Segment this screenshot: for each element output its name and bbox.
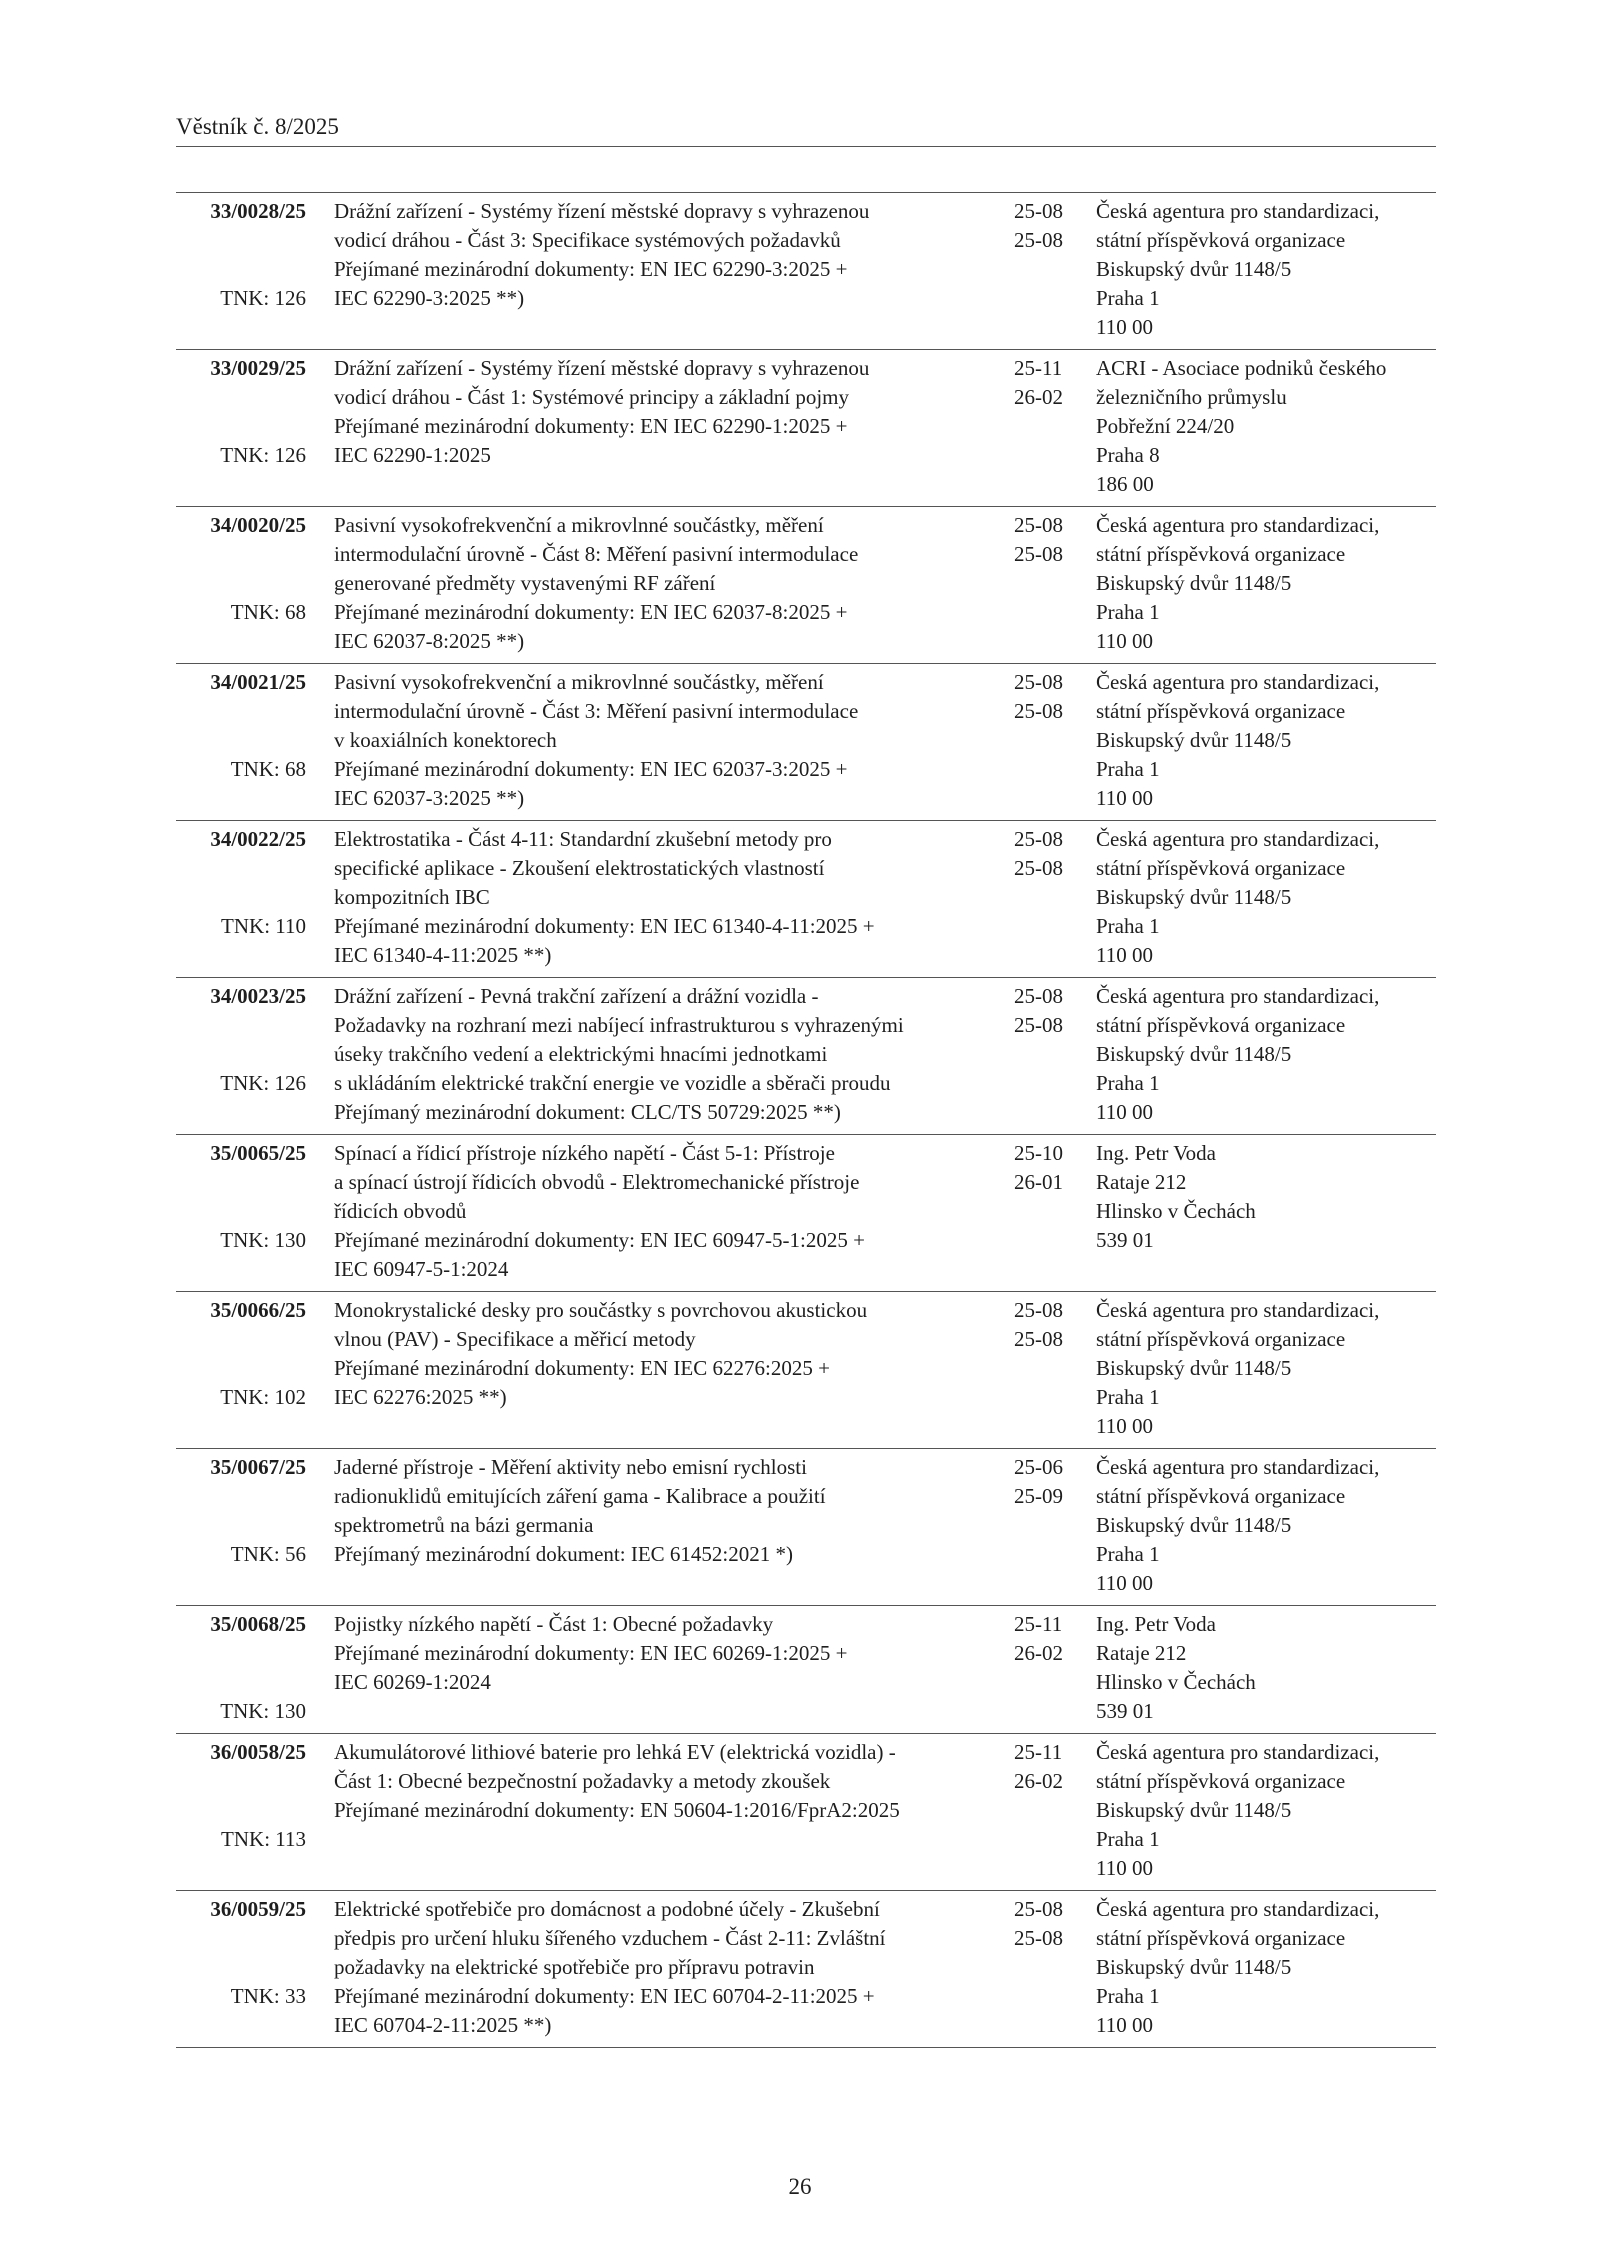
description-line: spektrometrů na bázi germania: [334, 1513, 594, 1537]
description-line: řídicích obvodů: [334, 1199, 467, 1223]
entry-organization: [1096, 668, 1436, 813]
organization-line: 110 00: [1096, 1856, 1153, 1880]
entry-tnk: TNK: 68: [230, 757, 306, 781]
entry-id: 36/0058/25: [210, 1740, 306, 1764]
organization-line: 110 00: [1096, 1571, 1153, 1595]
table-row: [176, 1292, 1436, 1449]
description-line: IEC 60947-5-1:2024: [334, 1257, 509, 1281]
organization-line: Praha 1: [1096, 914, 1160, 938]
entry-description: [334, 197, 1024, 313]
description-line: intermodulační úrovně - Část 3: Měření pasivní intermodulace: [334, 699, 859, 723]
entry-id: 36/0059/25: [210, 1897, 306, 1921]
entry-dates: [1014, 354, 1084, 412]
organization-line: státní příspěvková organizace: [1096, 1769, 1346, 1793]
organization-line: Ing. Petr Voda: [1096, 1141, 1216, 1165]
organization-line: státní příspěvková organizace: [1096, 228, 1346, 252]
organization-line: 110 00: [1096, 1100, 1153, 1124]
organization-line: 186 00: [1096, 472, 1154, 496]
organization-line: Hlinsko v Čechách: [1096, 1199, 1256, 1223]
date-value: 25-09: [1014, 1484, 1063, 1508]
description-line: Přejímané mezinárodní dokumenty: EN IEC 62037-8:2025 +: [334, 600, 848, 624]
entry-organization: [1096, 511, 1436, 656]
table-row: [176, 1891, 1436, 2048]
description-line: Elektrické spotřebiče pro domácnost a podobné účely - Zkušební: [334, 1897, 880, 1921]
entry-description: [334, 1895, 1024, 2040]
organization-line: Ing. Petr Voda: [1096, 1612, 1216, 1636]
standards-table: [176, 192, 1436, 2048]
organization-line: 110 00: [1096, 786, 1153, 810]
entry-dates: [1014, 825, 1084, 883]
table-row: [176, 1734, 1436, 1891]
organization-line: železničního průmyslu: [1096, 385, 1287, 409]
entry-tnk: TNK: 113: [221, 1827, 306, 1851]
organization-line: Praha 1: [1096, 1984, 1160, 2008]
organization-line: Praha 1: [1096, 286, 1160, 310]
description-line: Přejímané mezinárodní dokumenty: EN IEC 62290-1:2025 +: [334, 414, 848, 438]
entry-organization: [1096, 1610, 1436, 1726]
organization-line: Praha 1: [1096, 600, 1160, 624]
organization-line: Biskupský dvůr 1148/5: [1096, 1356, 1292, 1380]
entry-organization: [1096, 1139, 1436, 1255]
organization-line: Praha 1: [1096, 1827, 1160, 1851]
table-row: [176, 193, 1436, 350]
organization-line: Biskupský dvůr 1148/5: [1096, 1955, 1292, 1979]
organization-line: Česká agentura pro standardizaci,: [1096, 827, 1380, 851]
organization-line: státní příspěvková organizace: [1096, 1013, 1346, 1037]
description-line: Monokrystalické desky pro součástky s povrchovou akustickou: [334, 1298, 868, 1322]
entry-id: 35/0067/25: [210, 1455, 306, 1479]
entry-organization: [1096, 1738, 1436, 1883]
entry-tnk: TNK: 110: [221, 914, 306, 938]
entry-id: 33/0028/25: [210, 199, 306, 223]
description-line: generované předměty vystavenými RF záření: [334, 571, 716, 595]
entry-organization: [1096, 1296, 1436, 1441]
date-value: 25-08: [1014, 1327, 1063, 1351]
entry-dates: [1014, 1610, 1084, 1668]
description-line: předpis pro určení hluku šířeného vzduchem - Část 2-11: Zvláštní: [334, 1926, 886, 1950]
organization-line: Česká agentura pro standardizaci,: [1096, 513, 1380, 537]
description-line: intermodulační úrovně - Část 8: Měření pasivní intermodulace: [334, 542, 859, 566]
organization-line: 539 01: [1096, 1228, 1154, 1252]
date-value: 25-08: [1014, 670, 1063, 694]
table-row: [176, 1606, 1436, 1734]
table-row: [176, 821, 1436, 978]
organization-line: státní příspěvková organizace: [1096, 1926, 1346, 1950]
description-line: IEC 62037-8:2025 **): [334, 629, 525, 653]
entry-id: 34/0021/25: [210, 670, 306, 694]
entry-id: 34/0020/25: [210, 513, 306, 537]
description-line: s ukládáním elektrické trakční energie ve vozidle a sběrači proudu: [334, 1071, 891, 1095]
organization-line: Biskupský dvůr 1148/5: [1096, 1042, 1292, 1066]
description-line: kompozitních IBC: [334, 885, 490, 909]
entry-description: [334, 511, 1024, 656]
organization-line: Biskupský dvůr 1148/5: [1096, 1798, 1292, 1822]
entry-organization: [1096, 354, 1436, 499]
description-line: Spínací a řídicí přístroje nízkého napětí - Část 5-1: Přístroje: [334, 1141, 835, 1165]
date-value: 26-02: [1014, 1641, 1063, 1665]
organization-line: 110 00: [1096, 315, 1153, 339]
description-line: Drážní zařízení - Systémy řízení městské dopravy s vyhrazenou: [334, 199, 870, 223]
entry-id: 35/0068/25: [210, 1612, 306, 1636]
description-line: IEC 62290-3:2025 **): [334, 286, 525, 310]
entry-tnk: TNK: 68: [230, 600, 306, 624]
date-value: 26-02: [1014, 1769, 1063, 1793]
description-line: Přejímaný mezinárodní dokument: IEC 61452:2021 *): [334, 1542, 794, 1566]
table-row: [176, 1135, 1436, 1292]
organization-line: Biskupský dvůr 1148/5: [1096, 1513, 1292, 1537]
description-line: požadavky na elektrické spotřebiče pro přípravu potravin: [334, 1955, 815, 1979]
description-line: v koaxiálních konektorech: [334, 728, 557, 752]
date-value: 25-11: [1014, 356, 1063, 380]
description-line: Přejímané mezinárodní dokumenty: EN 50604-1:2016/FprA2:2025: [334, 1798, 900, 1822]
date-value: 25-08: [1014, 699, 1063, 723]
date-value: 25-08: [1014, 984, 1063, 1008]
date-value: 25-08: [1014, 199, 1063, 223]
date-value: 25-11: [1014, 1740, 1063, 1764]
organization-line: Biskupský dvůr 1148/5: [1096, 571, 1292, 595]
entry-description: [334, 1139, 1024, 1284]
organization-line: Rataje 212: [1096, 1641, 1187, 1665]
description-line: Přejímané mezinárodní dokumenty: EN IEC 62290-3:2025 +: [334, 257, 848, 281]
description-line: vlnou (PAV) - Specifikace a měřicí metody: [334, 1327, 696, 1351]
entry-id: 35/0066/25: [210, 1298, 306, 1322]
entry-tnk: TNK: 126: [220, 286, 306, 310]
date-value: 25-08: [1014, 856, 1063, 880]
description-line: IEC 62037-3:2025 **): [334, 786, 525, 810]
entry-description: [334, 982, 1024, 1127]
organization-line: Česká agentura pro standardizaci,: [1096, 1897, 1380, 1921]
description-line: vodicí dráhou - Část 3: Specifikace systémových požadavků: [334, 228, 841, 252]
entry-dates: [1014, 668, 1084, 726]
organization-line: Praha 8: [1096, 443, 1160, 467]
table-row: [176, 507, 1436, 664]
entry-description: [334, 1453, 1024, 1569]
organization-line: Praha 1: [1096, 1542, 1160, 1566]
description-line: IEC 60269-1:2024: [334, 1670, 491, 1694]
entry-description: [334, 1610, 1024, 1697]
table-row: [176, 1449, 1436, 1606]
organization-line: Česká agentura pro standardizaci,: [1096, 1298, 1380, 1322]
date-value: 25-08: [1014, 228, 1063, 252]
date-value: 25-08: [1014, 1298, 1063, 1322]
entry-organization: [1096, 1895, 1436, 2040]
organization-line: Praha 1: [1096, 1385, 1160, 1409]
entry-organization: [1096, 197, 1436, 342]
organization-line: 110 00: [1096, 629, 1153, 653]
description-line: Pojistky nízkého napětí - Část 1: Obecné požadavky: [334, 1612, 774, 1636]
entry-organization: [1096, 825, 1436, 970]
organization-line: Biskupský dvůr 1148/5: [1096, 885, 1292, 909]
date-value: 25-08: [1014, 1897, 1063, 1921]
organization-line: Česká agentura pro standardizaci,: [1096, 984, 1380, 1008]
organization-line: 110 00: [1096, 1414, 1153, 1438]
date-value: 25-08: [1014, 542, 1063, 566]
description-line: IEC 62290-1:2025: [334, 443, 491, 467]
description-line: Přejímaný mezinárodní dokument: CLC/TS 50729:2025 **): [334, 1100, 841, 1124]
description-line: IEC 60704-2-11:2025 **): [334, 2013, 552, 2037]
organization-line: Česká agentura pro standardizaci,: [1096, 1455, 1380, 1479]
organization-line: Česká agentura pro standardizaci,: [1096, 1740, 1380, 1764]
date-value: 25-06: [1014, 1455, 1063, 1479]
table-row: [176, 978, 1436, 1135]
description-line: Drážní zařízení - Systémy řízení městské dopravy s vyhrazenou: [334, 356, 870, 380]
description-line: Akumulátorové lithiové baterie pro lehká EV (elektrická vozidla) -: [334, 1740, 896, 1764]
table-row: [176, 350, 1436, 507]
description-line: IEC 62276:2025 **): [334, 1385, 507, 1409]
organization-line: Praha 1: [1096, 757, 1160, 781]
description-line: Jaderné přístroje - Měření aktivity nebo emisní rychlosti: [334, 1455, 807, 1479]
entry-dates: [1014, 197, 1084, 255]
organization-line: ACRI - Asociace podniků českého: [1096, 356, 1387, 380]
organization-line: Rataje 212: [1096, 1170, 1187, 1194]
date-value: 26-01: [1014, 1170, 1063, 1194]
page-number: 26: [788, 2174, 812, 2199]
organization-line: státní příspěvková organizace: [1096, 699, 1346, 723]
organization-line: 110 00: [1096, 943, 1153, 967]
organization-line: Biskupský dvůr 1148/5: [1096, 728, 1292, 752]
date-value: 25-08: [1014, 1013, 1063, 1037]
description-line: Přejímané mezinárodní dokumenty: EN IEC 61340-4-11:2025 +: [334, 914, 875, 938]
entry-id: 34/0022/25: [210, 827, 306, 851]
entry-tnk: TNK: 56: [230, 1542, 306, 1566]
description-line: Přejímané mezinárodní dokumenty: EN IEC 60704-2-11:2025 +: [334, 1984, 875, 2008]
organization-line: státní příspěvková organizace: [1096, 856, 1346, 880]
entry-dates: [1014, 1139, 1084, 1197]
entry-dates: [1014, 982, 1084, 1040]
organization-line: Praha 1: [1096, 1071, 1160, 1095]
entry-id: 33/0029/25: [210, 356, 306, 380]
organization-line: Česká agentura pro standardizaci,: [1096, 199, 1380, 223]
description-line: IEC 61340-4-11:2025 **): [334, 943, 552, 967]
page-header: [176, 112, 1436, 147]
entry-description: [334, 825, 1024, 970]
entry-tnk: TNK: 126: [220, 1071, 306, 1095]
organization-line: 539 01: [1096, 1699, 1154, 1723]
description-line: Pasivní vysokofrekvenční a mikrovlnné součástky, měření: [334, 670, 824, 694]
date-value: 25-08: [1014, 827, 1063, 851]
description-line: Drážní zařízení - Pevná trakční zařízení a drážní vozidla -: [334, 984, 819, 1008]
bulletin-title: Věstník č. 8/2025: [176, 114, 339, 139]
entry-tnk: TNK: 33: [230, 1984, 306, 2008]
entry-dates: [1014, 1738, 1084, 1796]
entry-organization: [1096, 1453, 1436, 1598]
organization-line: Česká agentura pro standardizaci,: [1096, 670, 1380, 694]
entry-dates: [1014, 511, 1084, 569]
description-line: a spínací ústrojí řídicích obvodů - Elektromechanické přístroje: [334, 1170, 860, 1194]
description-line: Požadavky na rozhraní mezi nabíjecí infrastrukturou s vyhrazenými: [334, 1013, 904, 1037]
description-line: Pasivní vysokofrekvenční a mikrovlnné součástky, měření: [334, 513, 824, 537]
entry-description: [334, 1296, 1024, 1412]
date-value: 26-02: [1014, 385, 1063, 409]
description-line: vodicí dráhou - Část 1: Systémové principy a základní pojmy: [334, 385, 849, 409]
organization-line: Hlinsko v Čechách: [1096, 1670, 1256, 1694]
entry-id: 34/0023/25: [210, 984, 306, 1008]
description-line: Přejímané mezinárodní dokumenty: EN IEC 62276:2025 +: [334, 1356, 830, 1380]
description-line: Elektrostatika - Část 4-11: Standardní zkušební metody pro: [334, 827, 832, 851]
organization-line: Biskupský dvůr 1148/5: [1096, 257, 1292, 281]
entry-tnk: TNK: 130: [220, 1699, 306, 1723]
description-line: Přejímané mezinárodní dokumenty: EN IEC 60947-5-1:2025 +: [334, 1228, 865, 1252]
entry-tnk: TNK: 130: [220, 1228, 306, 1252]
description-line: Přejímané mezinárodní dokumenty: EN IEC 62037-3:2025 +: [334, 757, 848, 781]
entry-description: [334, 354, 1024, 470]
entry-tnk: TNK: 126: [220, 443, 306, 467]
organization-line: Pobřežní 224/20: [1096, 414, 1235, 438]
organization-line: státní příspěvková organizace: [1096, 1484, 1346, 1508]
table-row: [176, 664, 1436, 821]
entry-tnk: TNK: 102: [220, 1385, 306, 1409]
entry-dates: [1014, 1296, 1084, 1354]
description-line: Část 1: Obecné bezpečnostní požadavky a metody zkoušek: [334, 1769, 831, 1793]
date-value: 25-10: [1014, 1141, 1063, 1165]
description-line: specifické aplikace - Zkoušení elektrostatických vlastností: [334, 856, 825, 880]
description-line: Přejímané mezinárodní dokumenty: EN IEC 60269-1:2025 +: [334, 1641, 848, 1665]
date-value: 25-08: [1014, 513, 1063, 537]
entry-description: [334, 1738, 1024, 1825]
entry-dates: [1014, 1895, 1084, 1953]
entry-description: [334, 668, 1024, 813]
date-value: 25-08: [1014, 1926, 1063, 1950]
organization-line: státní příspěvková organizace: [1096, 1327, 1346, 1351]
description-line: úseky trakčního vedení a elektrickými hnacími jednotkami: [334, 1042, 828, 1066]
entry-dates: [1014, 1453, 1084, 1511]
entry-id: 35/0065/25: [210, 1141, 306, 1165]
date-value: 25-11: [1014, 1612, 1063, 1636]
entry-organization: [1096, 982, 1436, 1127]
description-line: radionuklidů emitujících záření gama - Kalibrace a použití: [334, 1484, 826, 1508]
organization-line: 110 00: [1096, 2013, 1153, 2037]
organization-line: státní příspěvková organizace: [1096, 542, 1346, 566]
